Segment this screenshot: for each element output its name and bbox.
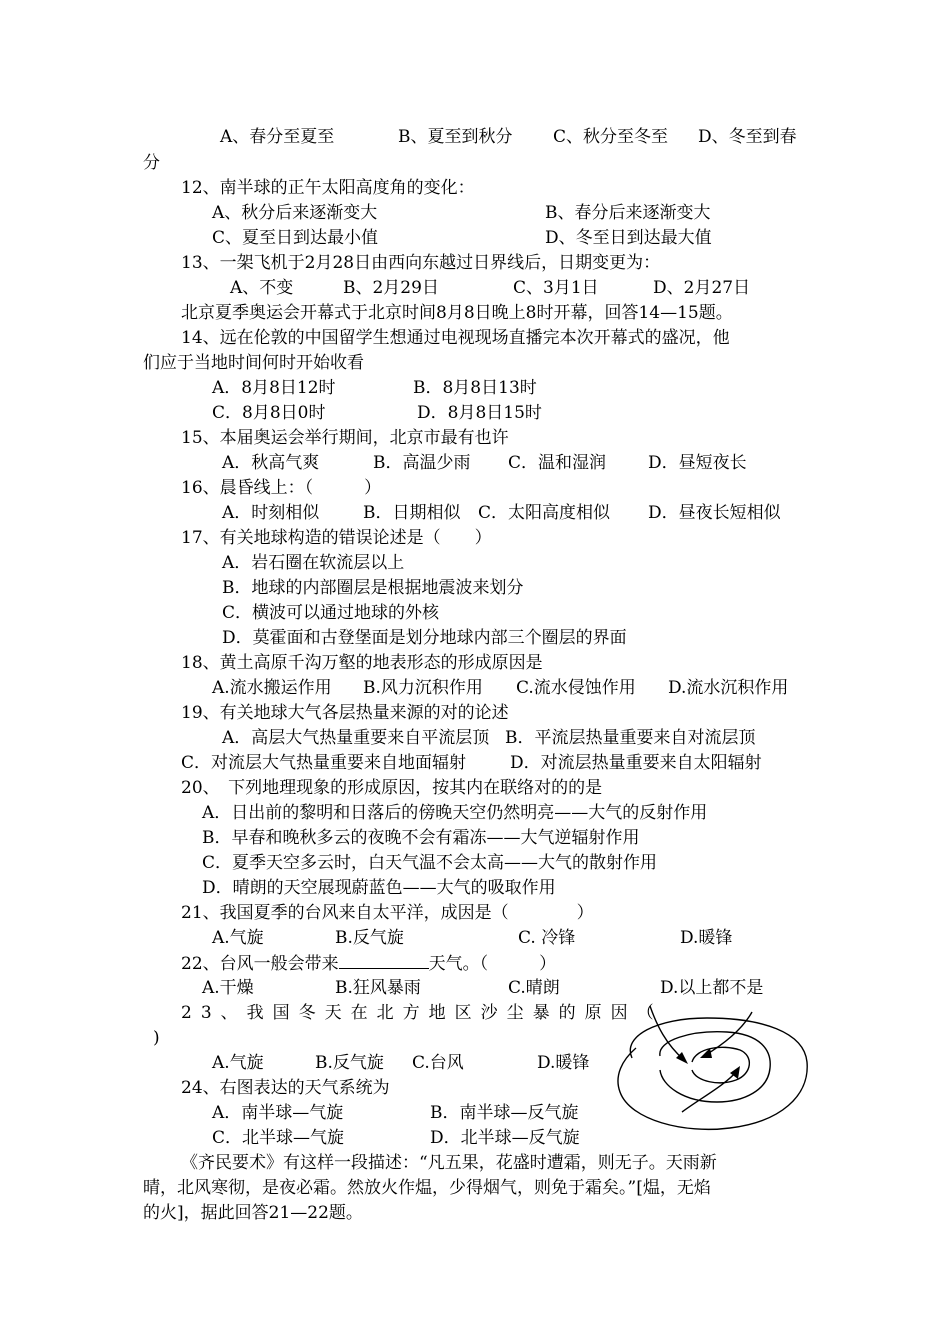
q24-option-d: D．北半球—反气旋 [430, 1128, 580, 1148]
q22-stem-b: 天气。（ ） [428, 954, 557, 974]
q23-stem: 23、我国冬天在北方地区沙尘暴的原因（ [181, 1003, 663, 1023]
q12-option-a: A、秋分后来逐渐变大 [212, 203, 378, 223]
q17-option-d: D．莫霍面和古登堡面是划分地球内部三个圈层的界面 [222, 628, 627, 648]
q14-stem-line1: 14、远在伦敦的中国留学生想通过电视现场直播完本次开幕式的盛况，他 [181, 328, 730, 348]
q24-option-b: B．南半球—反气旋 [430, 1103, 579, 1123]
q14-option-c: C．8月8日0时 [212, 403, 326, 423]
q12-stem: 12、南半球的正午太阳高度角的变化： [181, 178, 475, 198]
q19-option-c: C．对流层大气热量重要来自地面辐射 [181, 753, 467, 773]
q14-option-d: D．8月8日15时 [417, 403, 542, 423]
q16-option-d: D．昼夜长短相似 [648, 503, 781, 523]
q13-stem: 13、一架飞机于2月28日由西向东越过日界线后，日期变更为： [181, 253, 661, 273]
q13-option-d: D、2月27日 [653, 278, 751, 298]
q22-option-c: C.晴朗 [508, 978, 560, 998]
q21-stem: 21、我国夏季的台风来自太平洋，成因是（ ） [181, 903, 594, 923]
q18-option-c: C.流水侵蚀作用 [516, 678, 636, 698]
q14-option-a: A．8月8日12时 [212, 378, 336, 398]
q11-option-b: B、夏至到秋分 [398, 127, 513, 147]
q15-stem: 15、本届奥运会举行期间，北京市最有也许 [181, 428, 509, 448]
q20-option-c: C．夏季天空多云时，白天气温不会太高——大气的散射作用 [202, 853, 658, 873]
q24-option-a: A．南半球—气旋 [212, 1103, 344, 1123]
q17-option-b: B．地球的内部圈层是根据地震波来划分 [222, 578, 524, 598]
q22-option-d: D.以上都不是 [660, 978, 764, 998]
q22-stem [181, 952, 556, 975]
q19-option-a: A．高层大气热量重要来自平流层顶 [222, 728, 490, 748]
isobar-inner [692, 1047, 749, 1082]
passage-line2: 晴，北风寒彻，是夜必霜。然放火作煴，少得烟气，则免于霜矣。”[煴，无焰 [143, 1178, 711, 1198]
q23-stem-wrap: ) [153, 1028, 160, 1048]
q22-option-b: B.狂风暴雨 [335, 978, 421, 998]
q14-option-b: B．8月8日13时 [413, 378, 537, 398]
passage-line1: 《齐民要术》有这样一段描述：“凡五果，花盛时遭霜，则无子。天雨新 [181, 1153, 717, 1173]
q18-stem: 18、黄土高原千沟万壑的地表形态的形成原因是 [181, 653, 543, 673]
q22-option-a: A.干燥 [202, 978, 254, 998]
q19-option-b: B．平流层热量重要来自对流层顶 [505, 728, 756, 748]
q11-option-a: A、春分至夏至 [220, 127, 335, 147]
q16-stem: 16、晨昏线上：（ ） [181, 478, 382, 498]
q18-option-a: A.流水搬运作用 [212, 678, 332, 698]
passage-line3: 的火]，据此回答21—22题。 [143, 1203, 363, 1223]
q11-option-d: D、冬至到春 [698, 127, 797, 147]
q12-option-d: D、冬至日到达最大值 [545, 228, 712, 248]
q23-option-b: B.反气旋 [315, 1053, 384, 1073]
q13-option-b: B、2月29日 [343, 278, 439, 298]
q13-option-c: C、3月1日 [513, 278, 599, 298]
q22-answer-blank[interactable] [339, 952, 429, 969]
intro-14-15: 北京夏季奥运会开幕式于北京时间8月8日晚上8时开幕，回答14—15题。 [181, 303, 733, 323]
q20-option-b: B．早春和晚秋多云的夜晚不会有霜冻——大气逆辐射作用 [202, 828, 640, 848]
wind-arrow-left [650, 1006, 684, 1060]
q16-option-c: C．太阳高度相似 [478, 503, 611, 523]
q15-option-b: B．高温少雨 [373, 453, 471, 473]
isobar-outer [618, 1018, 807, 1129]
q14-stem-line2: 们应于当地时间何时开始收看 [143, 353, 364, 373]
q16-option-a: A．时刻相似 [222, 503, 320, 523]
q20-stem: 20、 下列地理现象的形成原因，按其内在联络对的的是 [181, 778, 603, 798]
q23-option-a: A.气旋 [212, 1053, 264, 1073]
q19-option-d: D．对流层热量重要来自太阳辐射 [510, 753, 762, 773]
q11-option-d-wrap: 分 [143, 153, 160, 173]
q24-option-c: C．北半球—气旋 [212, 1128, 345, 1148]
q20-option-a: A．日出前的黎明和日落后的傍晚天空仍然明亮——大气的反射作用 [202, 803, 708, 823]
q15-option-d: D．昼短夜长 [648, 453, 747, 473]
q17-stem: 17、有关地球构造的错误论述是（ ） [181, 528, 492, 548]
q18-option-b: B.风力沉积作用 [363, 678, 483, 698]
q22-stem-a: 22、台风一般会带来 [181, 954, 339, 974]
q23-option-d: D.暖锋 [537, 1053, 590, 1073]
q13-option-a: A、不变 [230, 278, 294, 298]
wind-arrow-bottom [682, 1070, 738, 1112]
weather-system-figure [612, 1000, 817, 1135]
q15-option-a: A．秋高气爽 [222, 453, 320, 473]
q15-option-c: C．温和湿润 [508, 453, 607, 473]
q12-option-c: C、夏至日到达最小值 [212, 228, 379, 248]
q17-option-a: A．岩石圈在软流层以上 [222, 553, 405, 573]
q12-option-b: B、春分后来逐渐变大 [545, 203, 711, 223]
q21-option-c: C. 冷锋 [518, 928, 576, 948]
q17-option-c: C．横波可以通过地球的外核 [222, 603, 440, 623]
q11-option-c: C、秋分至冬至 [553, 127, 669, 147]
q21-option-b: B.反气旋 [335, 928, 404, 948]
q20-option-d: D．晴朗的天空展现蔚蓝色——大气的吸取作用 [202, 878, 556, 898]
isobar-middle [660, 1032, 770, 1102]
q19-stem: 19、有关地球大气各层热量来源的对的论述 [181, 703, 509, 723]
q24-stem: 24、右图表达的天气系统为 [181, 1078, 390, 1098]
q21-option-a: A.气旋 [212, 928, 264, 948]
q18-option-d: D.流水沉积作用 [668, 678, 789, 698]
q23-option-c: C.台风 [412, 1053, 464, 1073]
q16-option-b: B．日期相似 [363, 503, 461, 523]
q21-option-d: D.暖锋 [680, 928, 733, 948]
